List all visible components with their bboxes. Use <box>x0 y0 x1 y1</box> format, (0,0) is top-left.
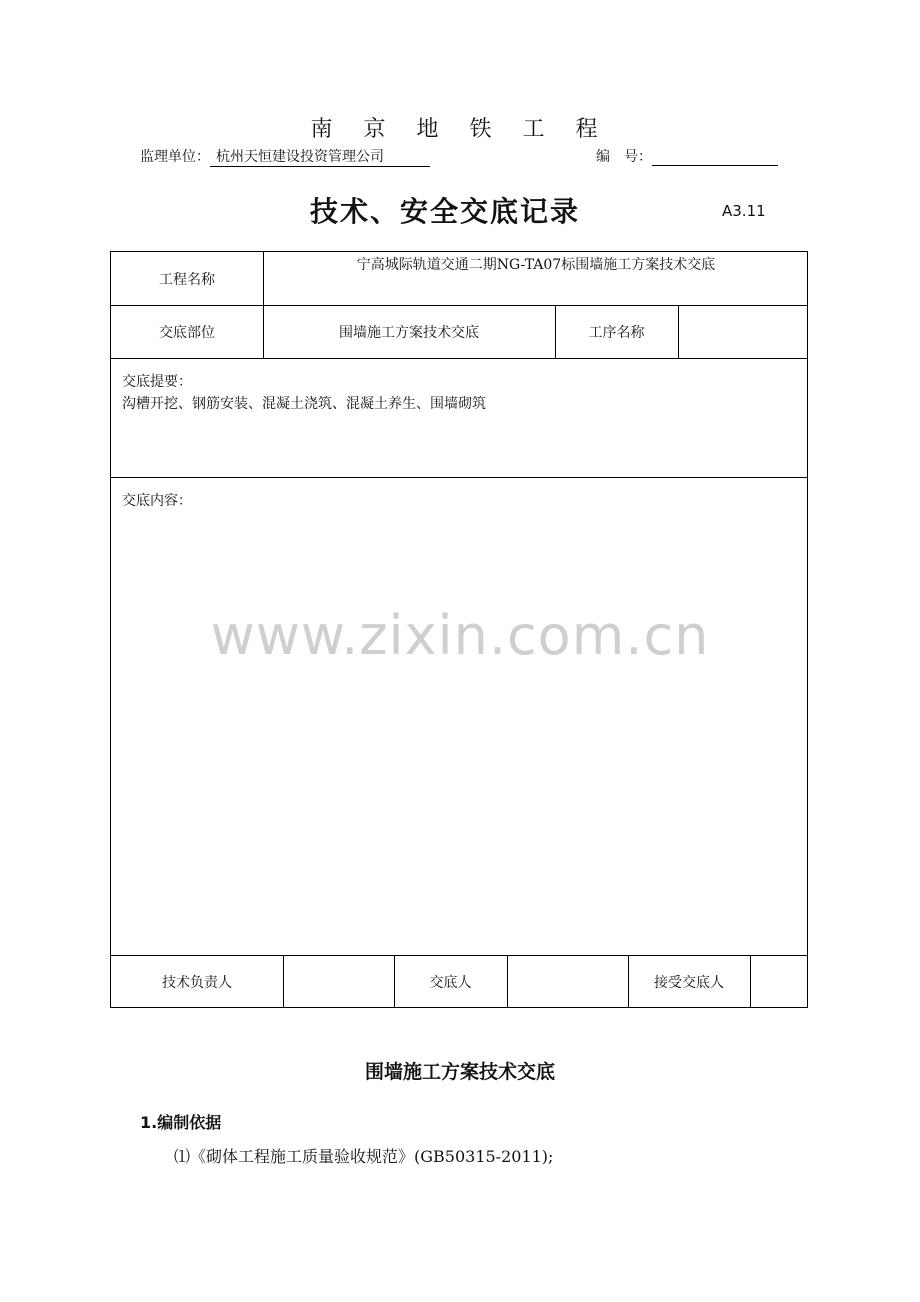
form-title: 技术、安全交底记录 <box>309 195 580 228</box>
process-value <box>678 305 809 358</box>
watermark: www.zixin.com.cn <box>210 604 710 667</box>
code-value-blank <box>652 150 778 166</box>
code-label: 编 号： <box>596 149 652 165</box>
discloser-label: 交底人 <box>429 974 472 991</box>
part-value: 围墙施工方案技术交底 <box>339 324 479 341</box>
project-name-label: 工程名称 <box>159 271 215 288</box>
form-code: A3.11 <box>722 202 766 220</box>
row-divider <box>111 358 807 359</box>
discloser-value <box>507 955 628 1008</box>
project-name-value: 宁高城际轨道交通二期NG-TA07标围墙施工方案技术交底 <box>356 257 716 273</box>
part-label: 交底部位 <box>159 324 215 341</box>
section-title: 围墙施工方案技术交底 <box>364 1061 555 1083</box>
code-line <box>596 146 778 166</box>
tech-lead-value <box>283 955 394 1008</box>
tech-lead-label: 技术负责人 <box>162 974 232 991</box>
summary-label: 交底提要： <box>122 374 192 390</box>
row-divider <box>111 477 807 478</box>
process-label: 工序名称 <box>588 324 645 341</box>
supervisor-label: 监理单位： <box>140 149 210 165</box>
section-item: ⑴《砌体工程施工质量验收规范》(GB50315-2011); <box>174 1147 554 1166</box>
receiver-value <box>750 955 809 1008</box>
summary-value: 沟槽开挖、钢筋安装、混凝土浇筑、混凝土养生、围墙砌筑 <box>122 396 486 412</box>
content-label: 交底内容： <box>122 493 192 509</box>
section-heading: 1.编制依据 <box>140 1113 222 1132</box>
project-title: 南 京 地 铁 工 程 <box>310 117 610 142</box>
supervisor-line <box>140 146 430 167</box>
receiver-label: 接受交底人 <box>654 974 724 991</box>
supervisor-value: 杭州天恒建设投资管理公司 <box>210 146 430 167</box>
